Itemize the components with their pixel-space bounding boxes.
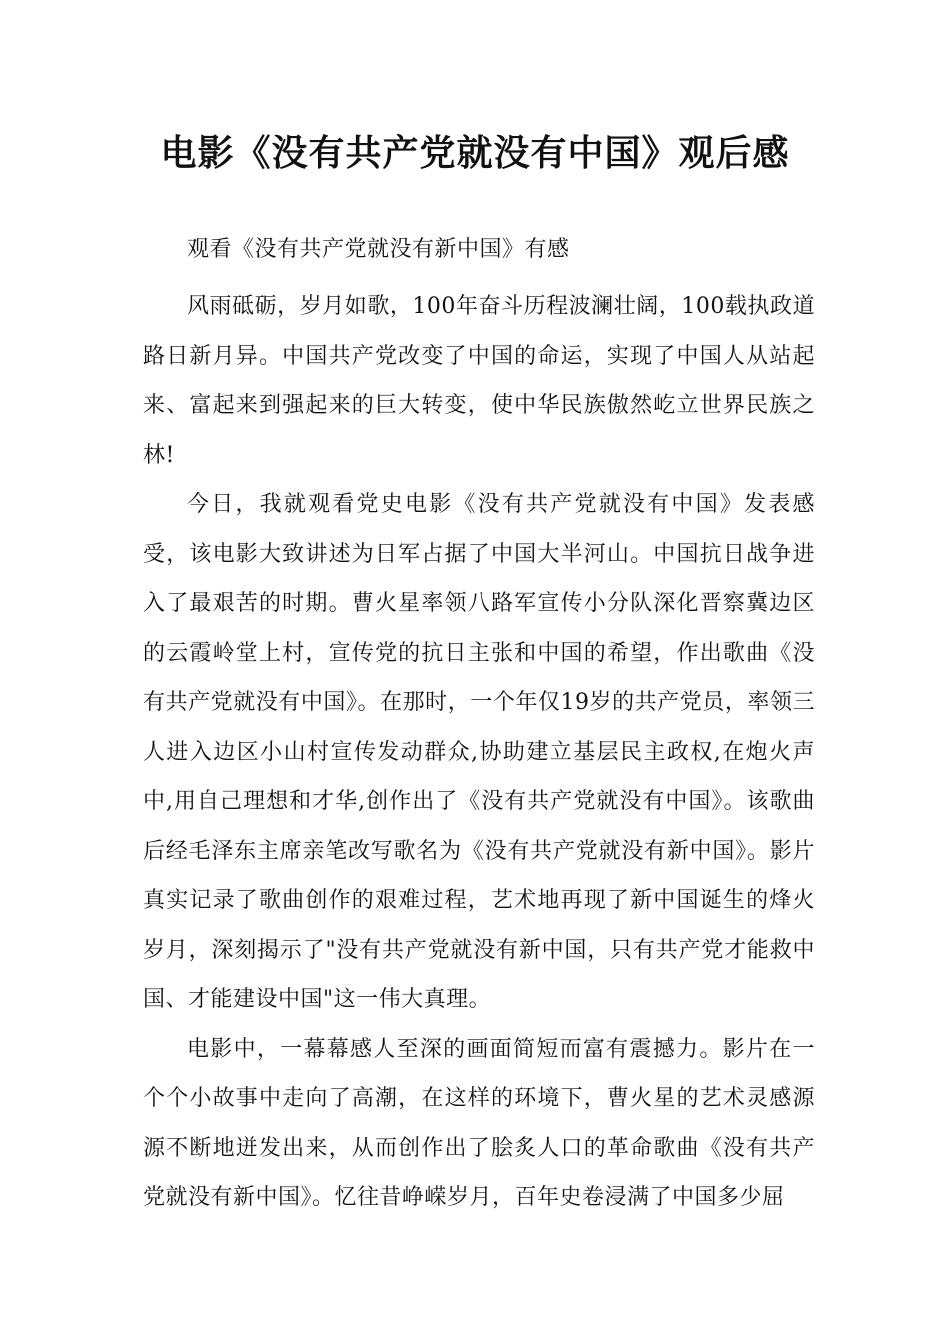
paragraph-2: 今日，我就观看党史电影《没有共产党就没有中国》发表感受，该电影大致讲述为日军占据了中国大半河山。中国抗日战争进入了最艰苦的时期。曹火星率领八路军宣传小分队深化晋察冀边区的云霞岭堂上村，宣传党的抗日主张和中国的希望，作出歌曲《没有共产党就没有中国》。在那时，一个年仅19岁的共产党员，率领三人进入边区小山村宣传发动群众,协助建立基层民主政权,在炮火声中,用自己理想和才华,创作出了《没有共产党就没有中国》。该歌曲后经毛泽东主席亲笔改写歌名为《没有共产党就没有新中国》。影片真实记录了歌曲创作的艰难过程，艺术地再现了新中国诞生的烽火岁月，深刻揭示了"没有共产党就没有新中国，只有共产党才能救中国、才能建设中国"这一伟大真理。 xyxy=(143,492,815,1012)
document-subtitle: 观看《没有共产党就没有新中国》有感 xyxy=(187,237,570,262)
document-body xyxy=(143,231,815,1223)
paragraph-1: 风雨砥砺，岁月如歌，100年奋斗历程波澜壮阔，100载执政道路日新月异。中国共产党改变了中国的命运，实现了中国人从站起来、富起来到强起来的巨大转变，使中华民族傲然屹立世界民族之林! xyxy=(143,294,815,468)
document-title: 电影《没有共产党就没有中国》观后感 xyxy=(160,133,790,174)
paragraph-3: 电影中，一幕幕感人至深的画面简短而富有震撼力。影片在一个个小故事中走向了高潮，在这样的环境下，曹火星的艺术灵感源源不断地迸发出来，从而创作出了脍炙人口的革命歌曲《没有共产党就没有新中国》。忆往昔峥嵘岁月，百年史卷浸满了中国多少屈 xyxy=(143,1036,815,1210)
